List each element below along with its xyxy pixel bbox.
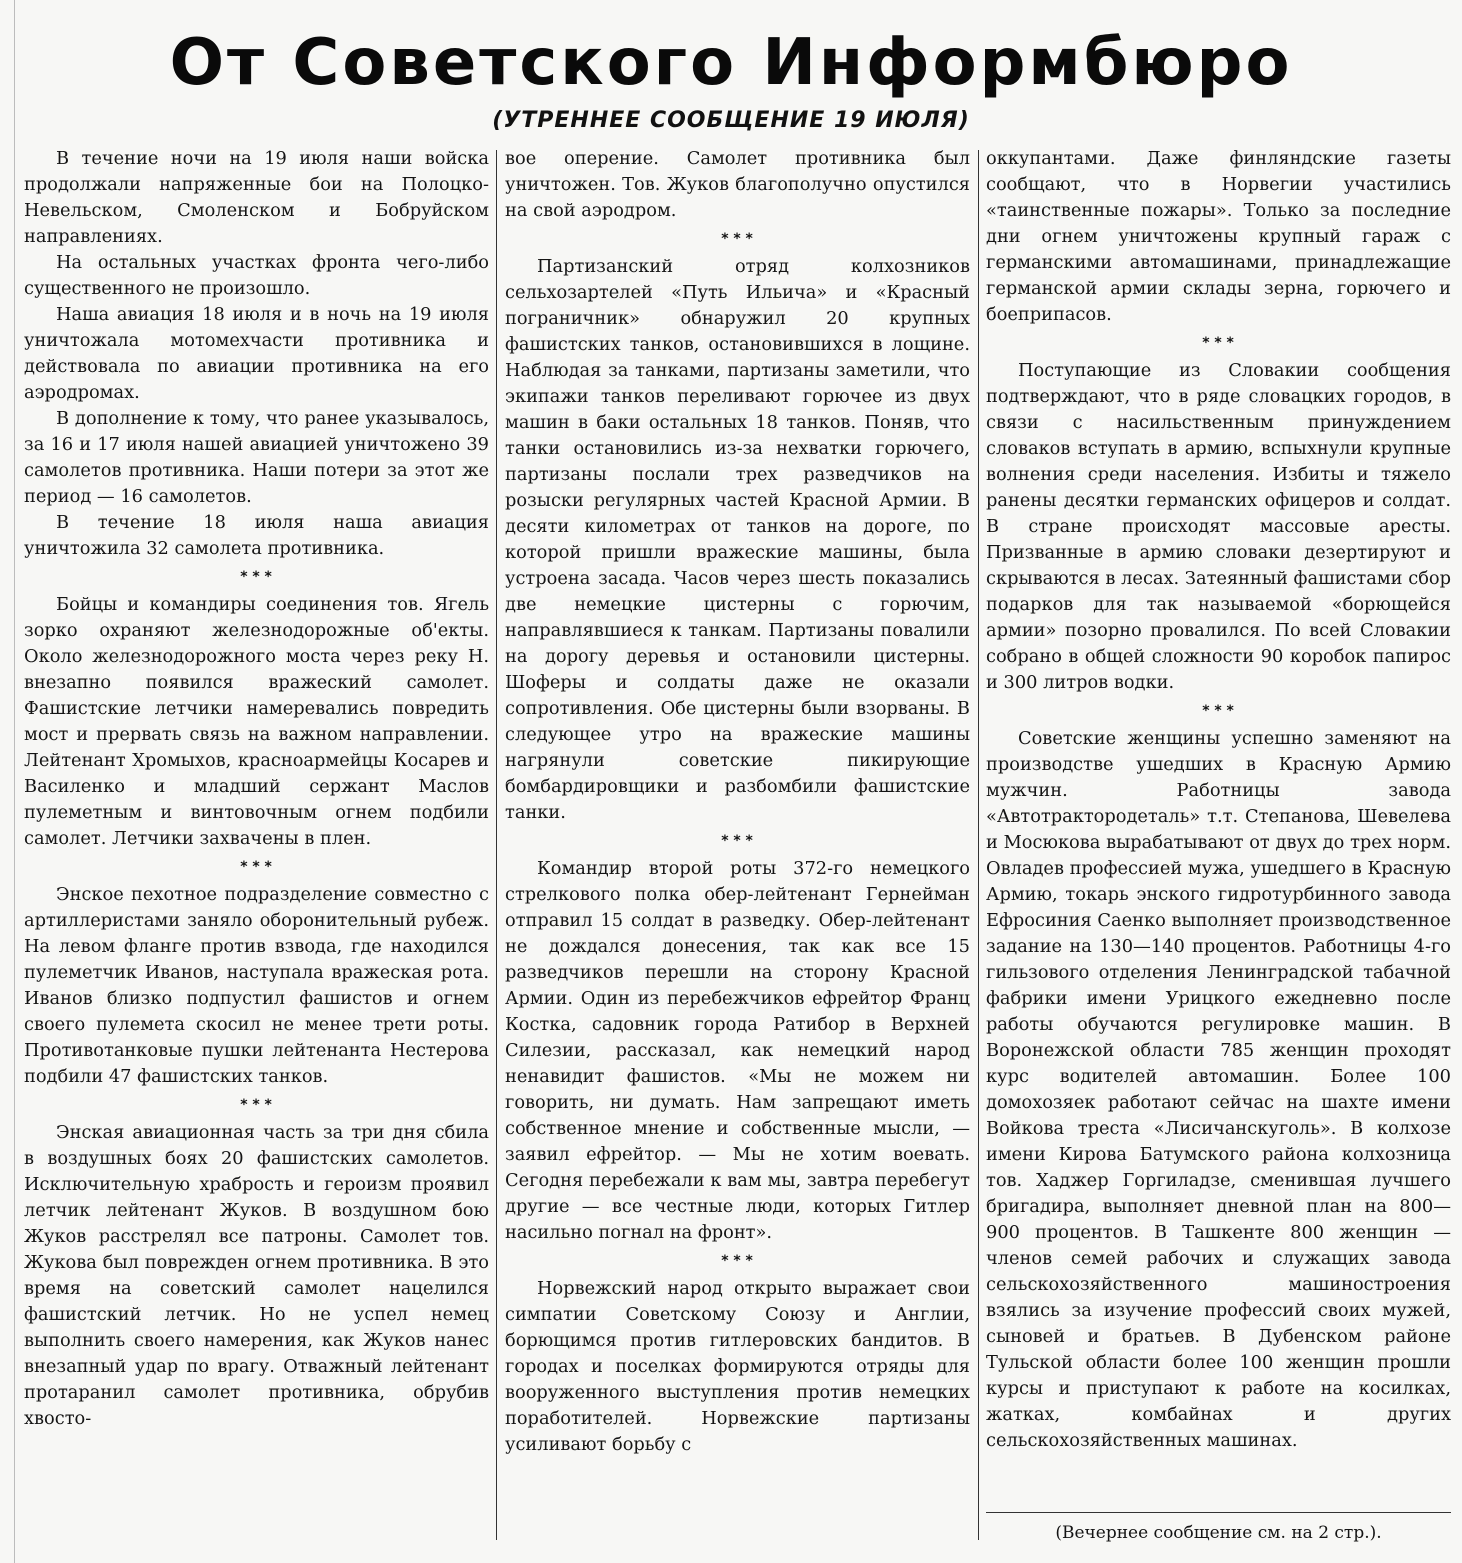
paragraph: Поступающие из Словакии сообщения подтверждают, что в ряде словацких городов, в связи с насильственным принуждением словаков вступать в армию, вспыхнули крупные волнения среди населения. Избиты и тяжело ранены десятки германских офицеров и солдат. В стране происходят массовые аресты. Призванные в армию словаки дезертируют и скрываются в лесах. Затеянный фашистами сбор подарков для так называемой «борющейся армии» позорно провалился. По всей Словакии собрано в общей сложности 90 коробок папирос и 300 литров водки. [986,360,1451,693]
paragraph: Энская авиационная часть за три дня сбила в воздушных боях 20 фашистских самолетов. Исключительную храбрость и героизм проявил летчик лейтенант Жуков. В воздушном бою Жуков расстрелял все патроны. Самолет тов. Жукова был поврежден огнем противника. В это время на советский самолет нацелился фашистский летчик. Но не успел немец выполнить своего намерения, как Жуков нанес внезапный удар по врагу. Отважный лейтенант протаранил самолет противника, обрубив хвосто- [24,1122,489,1429]
headline: От Советского Информбюро [169,26,1293,100]
column-rule [978,150,979,1540]
section-separator: * * * [1202,335,1235,351]
page-edge [0,0,15,1563]
paragraph: Норвежский народ открыто выражает свои симпатии Советскому Союзу и Англии, борющимся против гитлеровских бандитов. В городах и поселках формируются отряды для вооруженного выступления против немецких поработителей. Норвежские партизаны усиливают борьбу с [505,1278,970,1455]
footer-note: (Вечернее сообщение см. на 2 стр.). [1055,1523,1382,1543]
paragraph: Наша авиация 18 июля и в ночь на 19 июля уничтожала мотомехчасти противника и действовала по авиации противника на его аэродромах. [24,304,489,403]
paragraph: В течение ночи на 19 июля наши войска продолжали напряженные бои на Полоцко-Невельском, Смоленском и Бобруйском направлениях. [24,148,489,247]
footer-rule [986,1512,1451,1513]
column-1 [24,146,489,1432]
section-separator: * * * [240,569,273,585]
paragraph: оккупантами. Даже финляндские газеты сообщают, что в Норвегии участились «таинственные пожары». Только за последние дни огнем уничтожены крупный гараж с германскими автомашинами, принадлежащие германской армии склады зерна, горючего и боеприпасов. [986,148,1451,325]
paragraph: Энское пехотное подразделение совместно с артиллеристами заняло оборонительный рубеж. На левом фланге против взвода, где находился пулеметчик Иванов, наступала вражеская рота. Иванов близко подпустил фашистов и огнем своего пулемета скосил не менее трети роты. Противотанковые пушки лейтенанта Нестерова подбили 47 фашистских танков. [24,884,489,1087]
paragraph: вое оперение. Самолет противника был уничтожен. Тов. Жуков благополучно опустился на свой аэродром. [505,148,970,221]
paragraph: Бойцы и командиры соединения тов. Ягель зорко охраняют железнодорожные об'екты. Около железнодорожного моста через реку Н. внезапно появился вражеский самолет. Фашистские летчики намеревались повредить мост и прервать связь на важном направлении. Лейтенант Хромыхов, красноармейцы Косарев и Василенко и младший сержант Маслов пулеметным и винтовочным огнем подбили самолет. Летчики захвачены в плен. [24,594,489,849]
paragraph: Партизанский отряд колхозников сельхозартелей «Путь Ильича» и «Красный пограничник» обнаружил 20 крупных фашистских танков, остановившихся в лощине. Наблюдая за танками, партизаны заметили, что экипажи танков переливают горючее из двух машин в баки остальных 18 танков. Поняв, что танки остановились из-за нехватки горючего, партизаны послали трех разведчиков на розыски регулярных частей Красной Армии. В десяти километрах от танков на дороге, по которой пришли вражеские машины, была устроена засада. Часов через шесть показались две немецкие цистерны с горючим, направлявшиеся к танкам. Партизаны повалили на дорогу деревья и остановили цистерны. Шоферы и солдаты даже не оказали сопротивления. Обе цистерны были взорваны. В следующее утро на вражеские машины нагрянули советские пикирующие бомбардировщики и разбомбили фашистские танки. [505,256,970,823]
column-3 [986,146,1451,1454]
section-separator: * * * [1202,703,1235,719]
column-2 [505,146,970,1458]
subheadline: (УТРЕННЕЕ СООБЩЕНИЕ 19 ИЮЛЯ) [492,108,970,133]
section-separator: * * * [721,1253,754,1269]
column-rule [496,150,497,1540]
paragraph: На остальных участках фронта чего-либо существенного не произошло. [24,252,489,299]
paragraph: В течение 18 июля наша авиация уничтожила 32 самолета противника. [24,512,489,559]
paragraph: Командир второй роты 372-го немецкого стрелкового полка обер-лейтенант Гернейман отправил 15 солдат в разведку. Обер-лейтенант не дождался донесения, так как все 15 разведчиков перешли на сторону Красной Армии. Один из перебежчиков ефрейтор Франц Костка, садовник города Ратибор в Верхней Силезии, рассказал, как немецкий народ ненавидит фашистов. «Мы не можем ни говорить, ни думать. Нам запрещают иметь собственное мнение и собственные мысли, — заявил ефрейтор. — Мы не хотим воевать. Сегодня перебежали к вам мы, завтра перебегут другие — все честные люди, которых Гитлер насильно погнал на фронт». [505,858,970,1243]
paragraph: Советские женщины успешно заменяют на производстве ушедших в Красную Армию мужчин. Работницы завода «Автотрактородеталь» т.т. Степанова, Шевелева и Мосюкова вырабатывают от двух до трех норм. Овладев профессией мужа, ушедшего в Красную Армию, токарь энского гидротурбинного завода Ефросиния Саенко выполняет производственное задание на 130—140 процентов. Работницы 4-го гильзового отделения Ленинградской табачной фабрики имени Урицкого ежедневно после работы обучаются регулировке машин. В Воронежской области 785 женщин проходят курс водителей автомашин. Более 100 домохозяек работают сейчас на шахте имени Войкова треста «Лисичанскуголь». В колхозе имени Кирова Батумского района колхозница тов. Хаджер Горгиладзе, сменившая лучшего бригадира, выполняет дневной план на 800—900 процентов. В Ташкенте 800 женщин — членов семей рабочих и служащих завода сельскохозяйственного машиностроения взялись за изучение профессий своих мужей, сыновей и братьев. В Дубенском районе Тульской области более 100 женщин прошли курсы и приступают к работе на косилках, жатках, комбайнах и других сельскохозяйственных машинах. [986,728,1451,1451]
section-separator: * * * [721,231,754,247]
section-separator: * * * [240,859,273,875]
paragraph: В дополнение к тому, что ранее указывалось, за 16 и 17 июля нашей авиацией уничтожено 39 самолетов противника. Наши потери за этот же период — 16 самолетов. [24,408,489,507]
section-separator: * * * [240,1097,273,1113]
section-separator: * * * [721,833,754,849]
